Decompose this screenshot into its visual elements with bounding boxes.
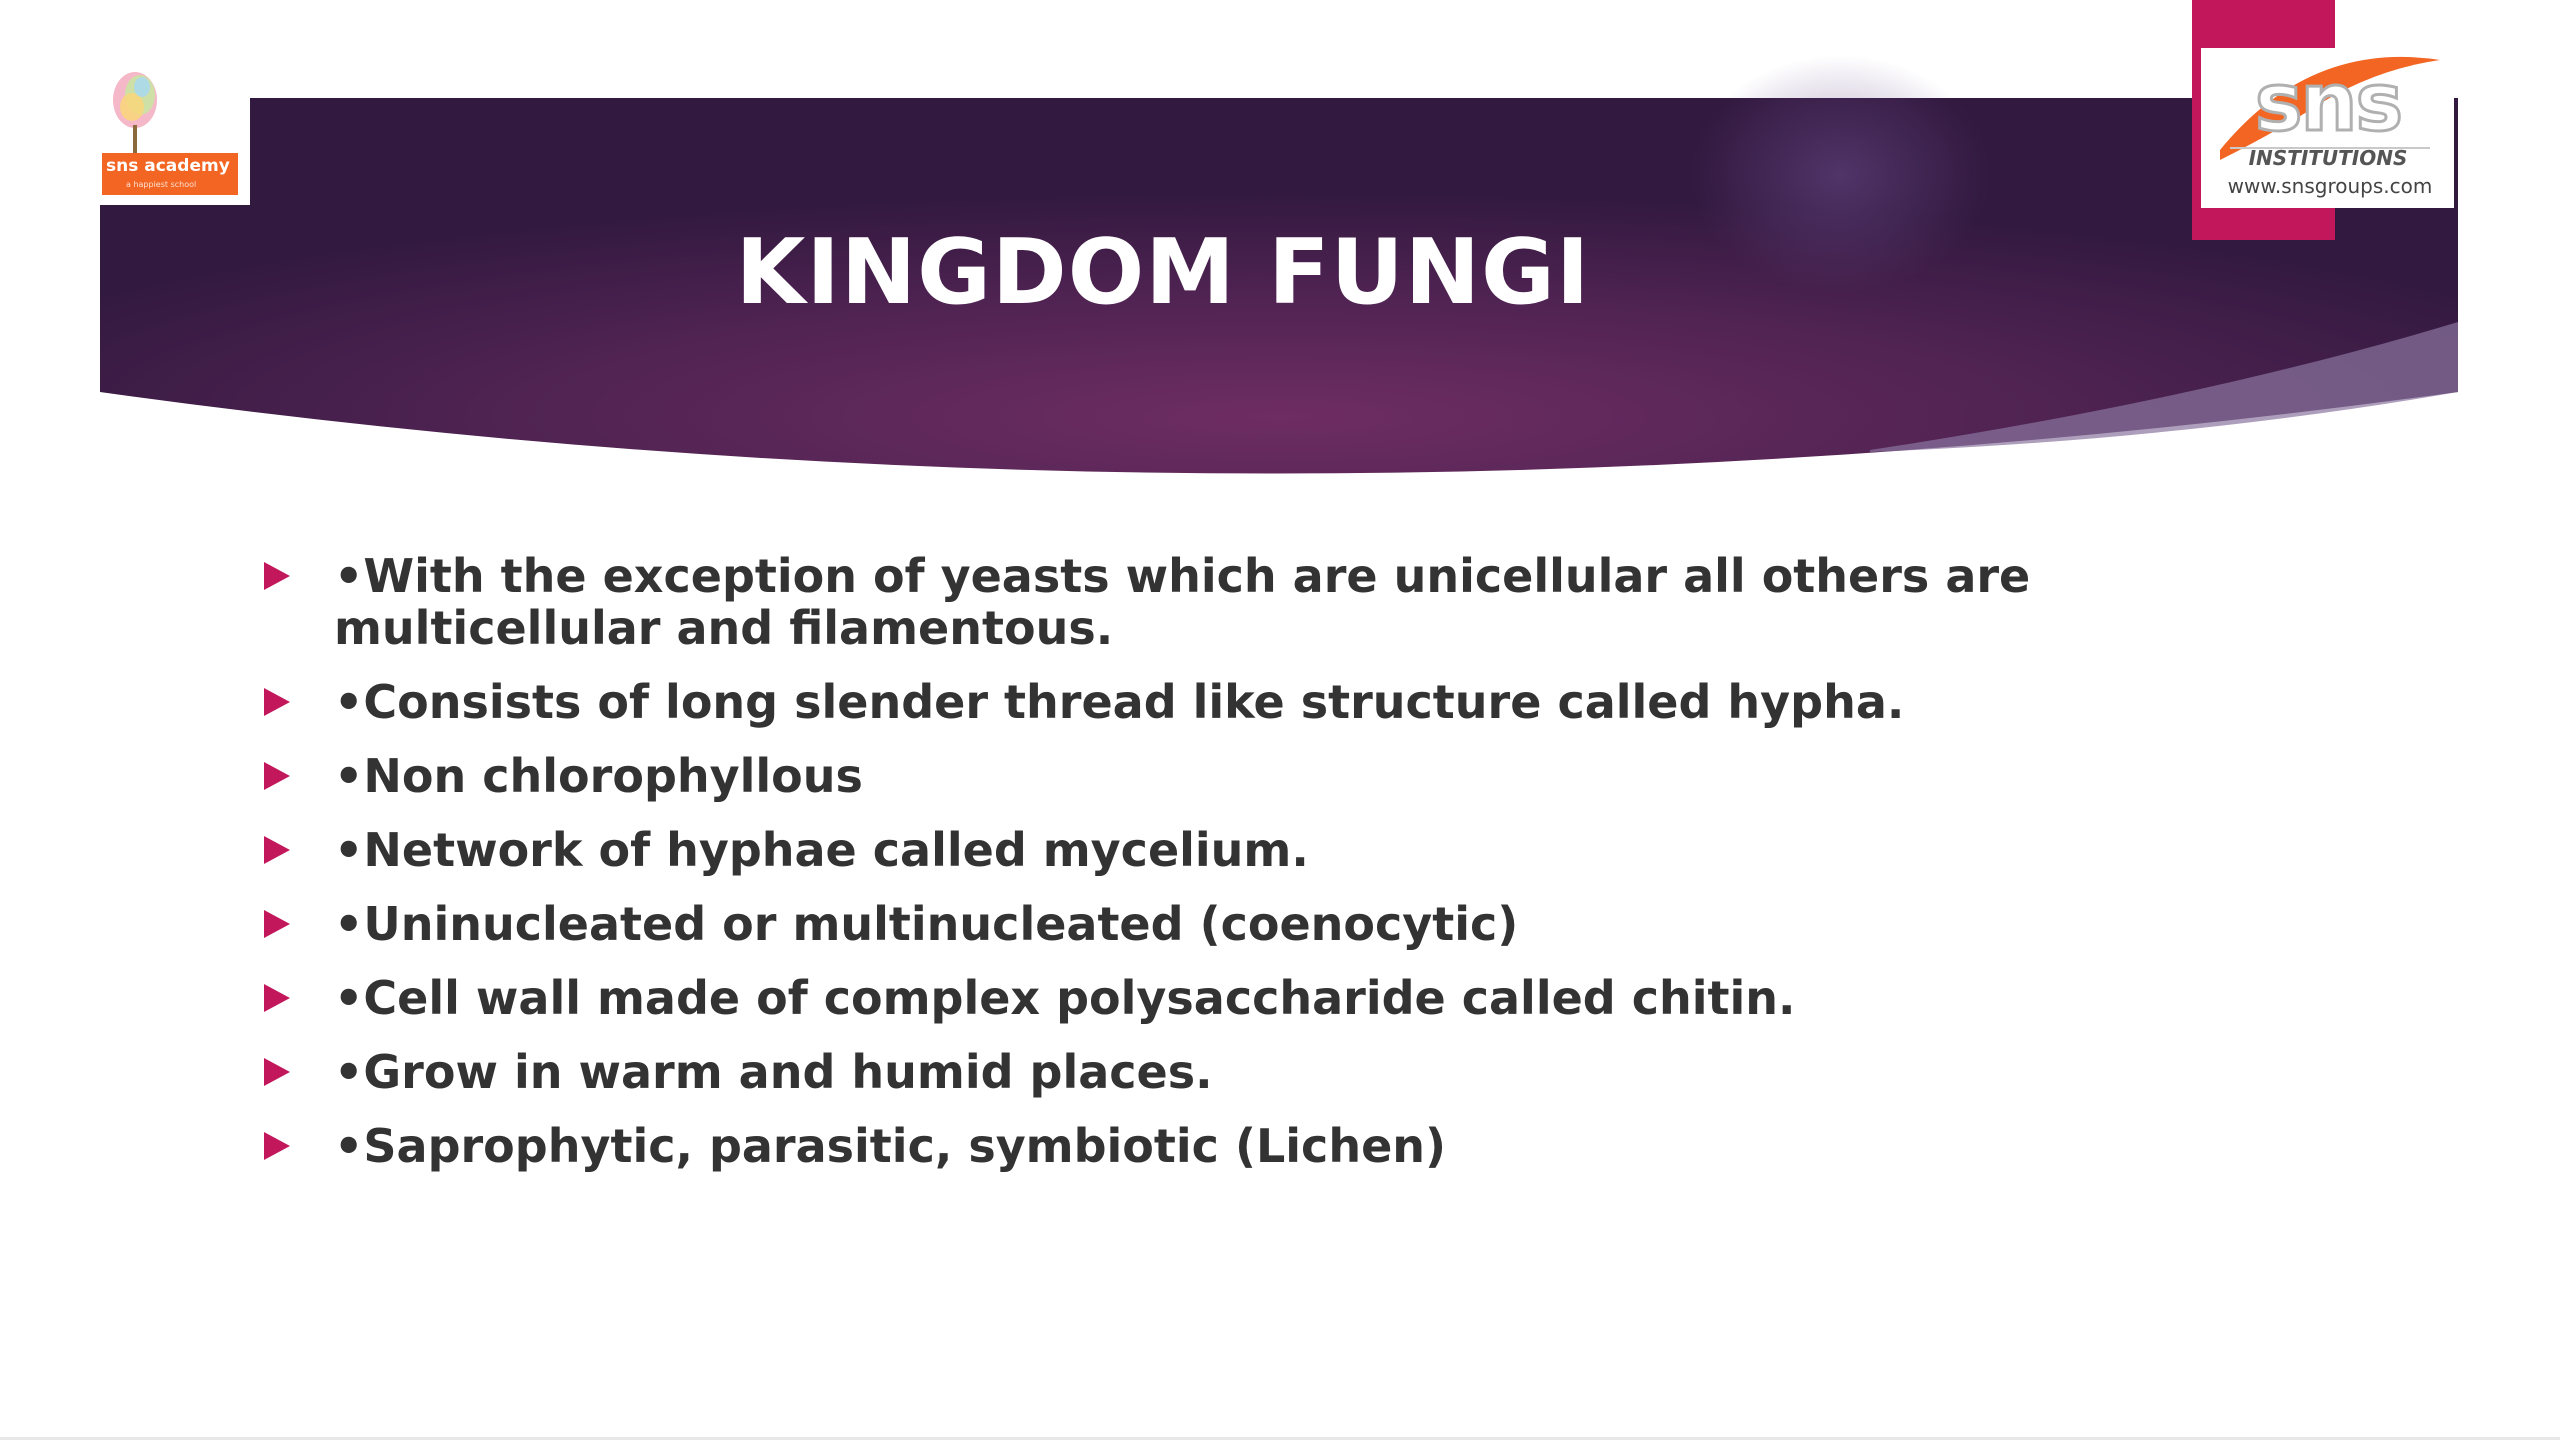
triangle-bullet-icon: [264, 688, 290, 716]
bullet-text: •Consists of long slender thread like structure called hypha.: [334, 675, 1905, 729]
sns-academy-tagline: a happiest school: [126, 180, 197, 189]
triangle-bullet-icon: [264, 762, 290, 790]
list-item: [262, 972, 2162, 1024]
list-item: [262, 550, 2162, 654]
bullet-text: •Non chlorophyllous: [334, 749, 863, 803]
list-item: [262, 1120, 2162, 1172]
bullet-list: [262, 550, 2162, 1194]
sns-institutions-subtitle: INSTITUTIONS: [2248, 146, 2408, 170]
sns-url: www.snsgroups.com: [2227, 174, 2433, 198]
sns-academy-name: sns academy: [106, 156, 230, 176]
list-item: [262, 824, 2162, 876]
triangle-bullet-icon: [264, 562, 290, 590]
list-item: [262, 676, 2162, 728]
bullet-text: •Uninucleated or multinucleated (coenocytic): [334, 897, 1519, 951]
triangle-bullet-icon: [264, 836, 290, 864]
bullet-text: •Grow in warm and humid places.: [334, 1045, 1213, 1099]
list-item: [262, 750, 2162, 802]
bullet-text: •Network of hyphae called mycelium.: [334, 823, 1309, 877]
bullet-text: •Cell wall made of complex polysaccharide called chitin.: [334, 971, 1796, 1025]
slide-title: KINGDOM FUNGI: [735, 220, 1591, 325]
bullet-text: •With the exception of yeasts which are unicellular all others are multicellular and filamentous.: [334, 549, 2031, 655]
triangle-bullet-icon: [264, 1058, 290, 1086]
list-item: [262, 898, 2162, 950]
sns-wordmark: sns: [2254, 56, 2402, 149]
triangle-bullet-icon: [264, 910, 290, 938]
triangle-bullet-icon: [264, 1132, 290, 1160]
list-item: [262, 1046, 2162, 1098]
bullet-text: •Saprophytic, parasitic, symbiotic (Lichen): [334, 1119, 1447, 1173]
triangle-bullet-icon: [264, 984, 290, 1012]
